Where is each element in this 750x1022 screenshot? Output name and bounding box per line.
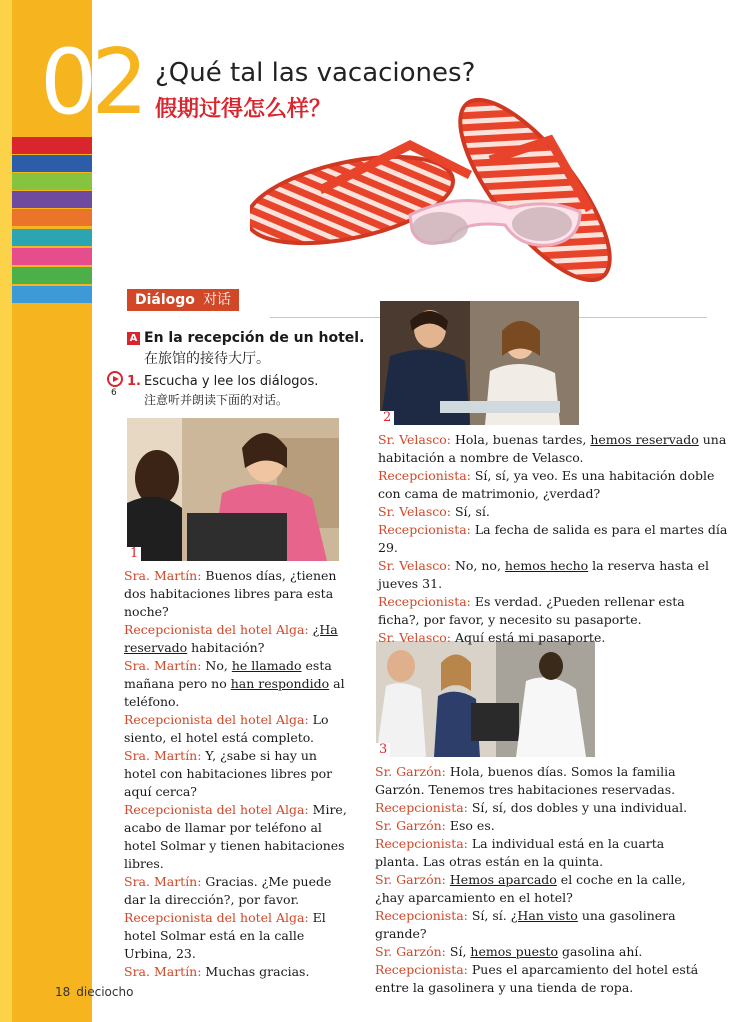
dialogue-line <box>375 871 705 907</box>
dialogue-line <box>375 943 705 961</box>
dialogue-text: El hotel Solmar está en la calle Urbina, 23. <box>124 910 326 961</box>
dialogue-line <box>124 801 350 873</box>
dialogue-line <box>378 629 728 647</box>
dialogue-line <box>378 557 728 593</box>
dialogue-text: al teléfono. <box>124 676 345 709</box>
speaker-name: Sra. Martín: <box>124 874 202 889</box>
dialogue-text: Pues el aparcamiento del hotel está entre la gasolinera y una tienda de ropa. <box>375 962 699 995</box>
color-stripe <box>12 191 92 208</box>
speaker-name: Recepcionista: <box>378 522 471 537</box>
color-stripe <box>12 248 92 265</box>
dialogue-line <box>124 621 350 657</box>
audio-track-number: 6 <box>111 388 117 398</box>
color-stripe <box>12 286 92 303</box>
dialogue-line <box>124 963 350 981</box>
dialogue-line <box>375 961 705 997</box>
dialogue-text: Hola, buenos días. Somos la familia Garzón. Tenemos tres habitaciones reservadas. <box>375 764 676 797</box>
speaker-name: Recepcionista del hotel Alga: <box>124 622 309 637</box>
dialogue-text: Aquí está mi pasaporte. <box>451 630 606 645</box>
audio-play-icon[interactable] <box>107 371 123 387</box>
dialogue-text: Sí, sí. <box>467 908 511 923</box>
section-label: Diálogo <box>135 292 195 308</box>
dialogue-text: Sí, sí, ya veo. Es una habitación doble con cama de matrimonio, ¿verdad? <box>378 468 715 501</box>
speaker-name: Recepcionista del hotel Alga: <box>124 712 309 727</box>
speaker-name: Recepcionista del hotel Alga: <box>124 910 309 925</box>
dialogue-line <box>124 747 350 801</box>
speaker-name: Recepcionista del hotel Alga: <box>124 802 309 817</box>
dialogue-line <box>378 467 728 503</box>
photo-3 <box>376 641 595 757</box>
dialogue-line <box>124 567 350 621</box>
color-stripe <box>12 267 92 284</box>
dialogue-line <box>375 817 705 835</box>
dialogue-line <box>378 503 728 521</box>
photo-1 <box>127 418 339 561</box>
speaker-name: Sr. Garzón: <box>375 818 446 833</box>
photo-3-number: 3 <box>376 743 390 757</box>
speaker-name: Sra. Martín: <box>124 748 202 763</box>
dialogue-line <box>375 763 705 799</box>
lesson-digit-0: 0 <box>40 30 92 135</box>
dialogue-text: Y, ¿sabe si hay un hotel con habitaciones libres por aquí cerca? <box>124 748 333 799</box>
color-stripe <box>12 155 92 172</box>
page-title: ¿Qué tal las vacaciones? <box>155 58 476 88</box>
photo-2 <box>380 301 579 425</box>
dialogue-text: habitación? <box>187 640 265 655</box>
dialogue-text: Muchas gracias. <box>201 964 310 979</box>
speaker-name: Recepcionista: <box>375 800 468 815</box>
dialogue-line <box>378 431 728 467</box>
speaker-name: Recepcionista: <box>375 962 468 977</box>
reception-photo-2 <box>380 301 579 425</box>
photo-1-number: 1 <box>127 547 141 561</box>
dialogue-line <box>375 799 705 817</box>
dialogue-1 <box>124 567 350 981</box>
page-title-zh: 假期过得怎么样？ <box>155 97 332 122</box>
subsection-title: En la recepción de un hotel. <box>144 330 365 346</box>
section-label-zh: 对话 <box>202 292 231 308</box>
speaker-name: Sra. Martín: <box>124 568 202 583</box>
dialogue-text: La individual está en la cuarta planta. Las otras están en la quinta. <box>375 836 665 869</box>
photo-2-number: 2 <box>380 411 394 425</box>
lesson-digit-2: 2 <box>91 30 143 135</box>
color-stripe <box>12 137 92 154</box>
dialogue-text: Eso es. <box>445 818 495 833</box>
dialogue-text: el coche en la calle, ¿hay aparcamiento en el hotel? <box>375 872 686 905</box>
speaker-name: Sr. Velasco: <box>378 630 451 645</box>
dialogue-line <box>124 657 350 711</box>
speaker-name: Sr. Velasco: <box>378 558 451 573</box>
exercise-number: 1. <box>127 374 141 389</box>
color-stripe <box>12 209 92 226</box>
exercise-instruction: Escucha y lee los diálogos. <box>143 374 319 389</box>
underlined-verb: he llamado <box>231 658 302 673</box>
speaker-name: Sra. Martín: <box>124 964 202 979</box>
dialogue-text: gasolina ahí. <box>558 944 643 959</box>
underlined-verb: ¿Han visto <box>510 908 578 923</box>
speaker-name: Recepcionista: <box>375 908 468 923</box>
speaker-name: Sr. Garzón: <box>375 944 446 959</box>
dialogue-line <box>378 521 728 557</box>
underlined-verb: hemos hecho <box>504 558 589 573</box>
dialogue-text: esta mañana pero no <box>124 658 332 691</box>
speaker-name: Sr. Garzón: <box>375 872 446 887</box>
dialogue-text: Buenos días, ¿tienen dos habitaciones libres para esta noche? <box>124 568 337 619</box>
dialogue-text: La fecha de salida es para el martes día 29. <box>378 522 728 555</box>
page-number-word: dieciocho <box>76 985 134 999</box>
exercise-instruction-zh: 注意听并朗读下面的对话。 <box>144 393 289 407</box>
dialogue-text: No, <box>201 658 232 673</box>
dialogue-text: Hola, buenas tardes, <box>451 432 591 447</box>
dialogue-text: Lo siento, el hotel está completo. <box>124 712 329 745</box>
color-stripe <box>12 173 92 190</box>
dialogue-text: Mire, acabo de llamar por teléfono al hotel Solmar y tienen habitaciones libres. <box>124 802 347 871</box>
flip-flops-sunglasses-image <box>250 90 660 310</box>
dialogue-text: Sí, <box>445 944 471 959</box>
speaker-name: Recepcionista: <box>378 468 471 483</box>
dialogue-line <box>375 835 705 871</box>
reception-photo-1 <box>127 418 339 561</box>
sidebar-strip <box>0 0 12 1022</box>
section-tag <box>127 289 239 311</box>
dialogue-line <box>124 711 350 747</box>
dialogue-text: la reserva hasta el jueves 31. <box>378 558 709 591</box>
subsection-a <box>127 330 364 368</box>
page-number: 18 <box>55 985 71 999</box>
reception-photo-3 <box>376 641 595 757</box>
page-footer <box>55 985 133 999</box>
exercise-1 <box>127 374 318 408</box>
subsection-letter: A <box>127 332 140 345</box>
speaker-name: Sr. Velasco: <box>378 504 451 519</box>
speaker-name: Sr. Velasco: <box>378 432 451 447</box>
dialogue-line <box>124 909 350 963</box>
dialogue-3 <box>375 763 705 997</box>
dialogue-2 <box>378 431 728 647</box>
dialogue-line <box>378 593 728 629</box>
underlined-verb: hemos reservado <box>590 432 699 447</box>
dialogue-text: Sí, sí. <box>451 504 490 519</box>
speaker-name: Sra. Martín: <box>124 658 202 673</box>
dialogue-text: una gasolinera grande? <box>375 908 676 941</box>
dialogue-text: Es verdad. ¿Pueden rellenar esta ficha?, por favor, y necesito su pasaporte. <box>378 594 685 627</box>
color-stripe <box>12 229 92 246</box>
lesson-number <box>40 30 143 135</box>
speaker-name: Recepcionista: <box>378 594 471 609</box>
dialogue-text: una habitación a nombre de Velasco. <box>378 432 727 465</box>
underlined-verb: ¿Ha reservado <box>124 622 338 655</box>
speaker-name: Recepcionista: <box>375 836 468 851</box>
underlined-verb: han respondido <box>230 676 330 691</box>
subsection-title-zh: 在旅馆的接待大厅。 <box>144 351 270 367</box>
dialogue-text: Sí, sí, dos dobles y una individual. <box>467 800 688 815</box>
underlined-verb: hemos puesto <box>470 944 559 959</box>
dialogue-line <box>124 873 350 909</box>
underlined-verb: Hemos aparcado <box>449 872 557 887</box>
dialogue-text: No, no, <box>451 558 505 573</box>
dialogue-line <box>375 907 705 943</box>
dialogue-text: Gracias. ¿Me puede dar la dirección?, por favor. <box>124 874 332 907</box>
speaker-name: Sr. Garzón: <box>375 764 446 779</box>
